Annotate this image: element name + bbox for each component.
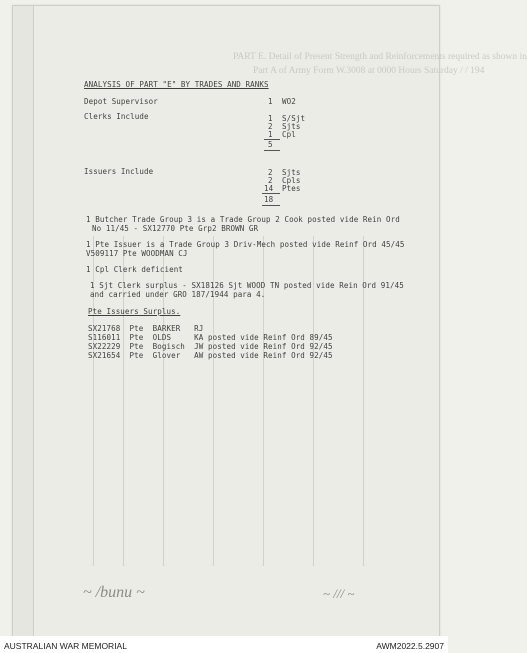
sum-rule (262, 205, 280, 206)
depot-count: 1 (268, 97, 273, 106)
issuers-label: Issuers Include (84, 167, 154, 176)
clerk-rank: S/Sjt (282, 114, 306, 123)
issuer-rank: Ptes (282, 184, 301, 193)
note-butcher-line2: No 11/45 - SX12770 Pte Grp2 BROWN GR (92, 224, 259, 233)
clerks-label: Clerks Include (84, 112, 149, 121)
issuer-rank: Cpls (282, 176, 301, 185)
clerks-total: 5 (268, 140, 273, 149)
date-stamp-mark: ~ /// ~ (323, 586, 355, 601)
note-cpl-clerk: 1 Cpl Clerk deficient (86, 265, 183, 274)
clerk-count: 1 (268, 130, 273, 139)
issuer-count: 2 (268, 168, 273, 177)
issuer-count: 2 (268, 176, 273, 185)
note-issuer-line2: V509117 Pte WOODMAN CJ (86, 249, 188, 258)
pte-surplus-row: SX22229 Pte Bogisch JW posted vide Reinf Ord 92/45 (88, 342, 333, 351)
issuers-total: 18 (264, 195, 274, 204)
sum-rule (262, 193, 280, 194)
document-sheet (12, 5, 527, 637)
issuer-count: 14 (264, 184, 274, 193)
footer-accession-number: AWM2022.5.2907 (376, 641, 444, 651)
note-surplus-line1: 1 Sjt Clerk surplus - SX18126 Sjt WOOD TN posted vide Rein Ord 91/45 (90, 281, 404, 290)
form-title-line1: PART E. Detail of Present Strength and Reinforcements required as shown in (233, 52, 527, 62)
pte-surplus-row: S116011 Pte OLDS KA posted vide Reinf Ord 89/45 (88, 333, 333, 342)
depot-rank: WO2 (282, 97, 296, 106)
pte-surplus-row: SX21654 Pte Glover AW posted vide Reinf Ord 92/45 (88, 351, 333, 360)
note-issuer-line1: 1 Pte Issuer is a Trade Group 3 Driv-Mech posted vide Reinf Ord 45/45 (86, 240, 405, 249)
clerk-count: 2 (268, 122, 273, 131)
signature-mark: ~ /bunu ~ (83, 584, 145, 601)
depot-label: Depot Supervisor (84, 97, 158, 106)
form-title-line2: Part A of Army Form W.3008 at 0000 Hours Saturday / / 194 (253, 66, 485, 76)
sum-rule (264, 150, 280, 151)
issuer-rank: Sjts (282, 168, 301, 177)
left-margin-strip (13, 6, 34, 636)
clerk-count: 1 (268, 114, 273, 123)
footer-institution: AUSTRALIAN WAR MEMORIAL (4, 641, 127, 651)
archive-footer (0, 636, 448, 653)
clerk-rank: Cpl (282, 130, 296, 139)
analysis-heading: ANALYSIS OF PART "E" BY TRADES AND RANKS (84, 80, 269, 89)
pte-surplus-row: SX21768 Pte BARKER RJ (88, 324, 204, 333)
clerk-rank: Sjts (282, 122, 301, 131)
note-surplus-line2: and carried under GRO 187/1944 para 4. (90, 290, 266, 299)
pte-surplus-heading: Pte Issuers Surplus. (88, 307, 181, 316)
note-butcher-line1: 1 Butcher Trade Group 3 is a Trade Group 2 Cook posted vide Rein Ord (86, 215, 400, 224)
